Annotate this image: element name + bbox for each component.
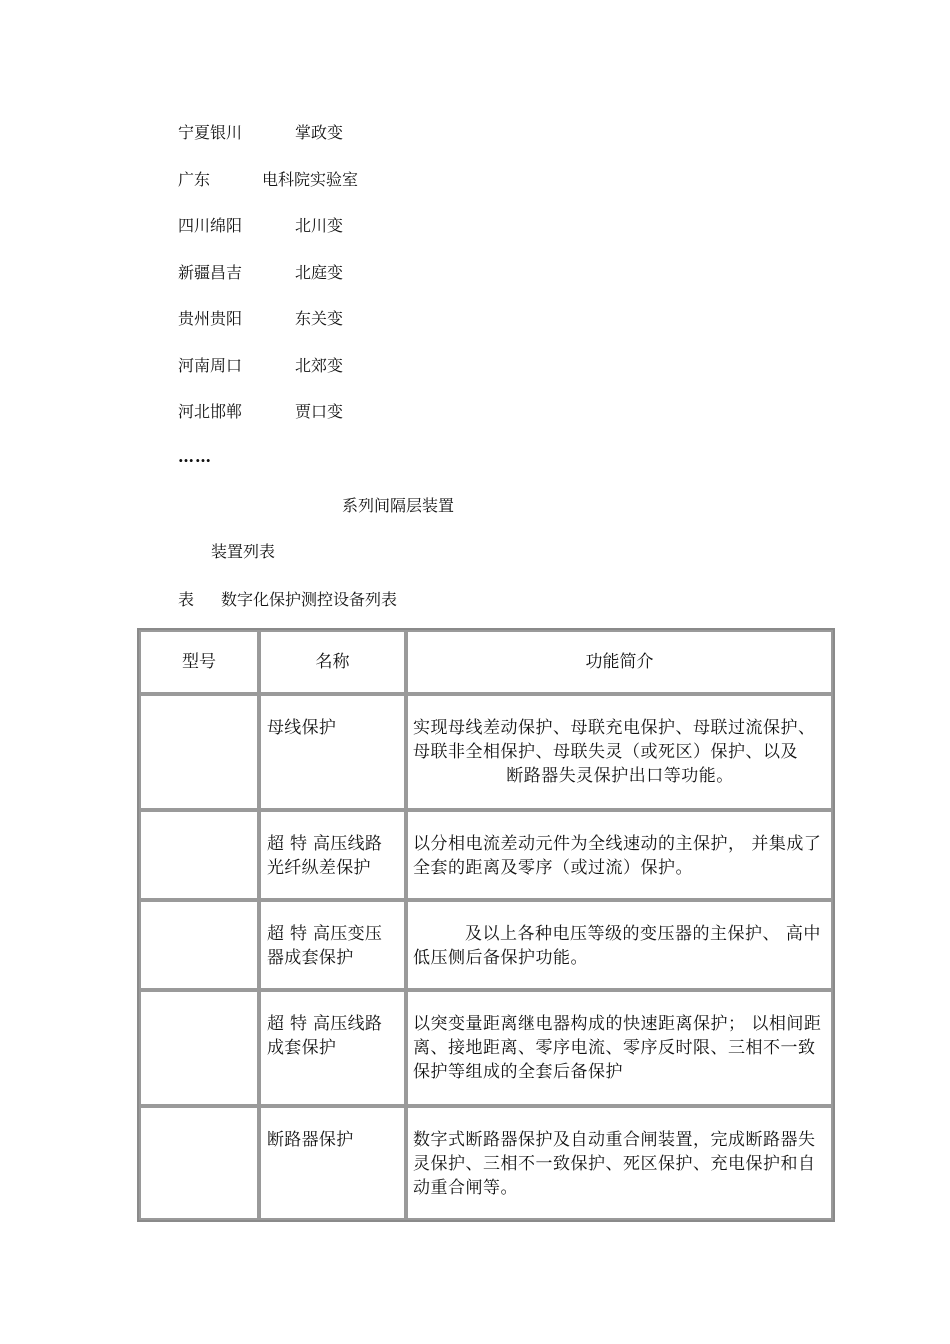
location-region: 河北邯郸	[178, 402, 243, 421]
location-region: 四川绵阳	[178, 216, 243, 235]
cell-desc-main: 实现母线差动保护、母联充电保护、母联过流保护、母联非全相保护、母联失灵（或死区）保护、以及	[413, 718, 816, 762]
table-caption-text: 数字化保护测控设备列表	[221, 590, 398, 609]
table-caption	[178, 589, 397, 611]
table-header-row	[139, 630, 833, 694]
table-row	[139, 694, 833, 810]
cell-desc	[406, 694, 833, 810]
cell-name: 母线保护	[259, 694, 406, 810]
location-station: 北郊变	[295, 356, 344, 375]
location-region: 宁夏银川	[178, 123, 243, 142]
cell-type	[139, 990, 259, 1106]
cell-name: 超 特 高压线路光纤纵差保护	[259, 810, 406, 900]
table-row	[139, 810, 833, 900]
cell-type	[139, 810, 259, 900]
location-station: 贾口变	[295, 402, 344, 421]
location-station: 北川变	[295, 216, 344, 235]
device-list-heading: 装置列表	[211, 542, 276, 561]
location-region: 贵州贵阳	[178, 309, 243, 328]
location-station: 掌政变	[295, 123, 344, 142]
header-type: 型号	[139, 630, 259, 694]
location-station: 东关变	[295, 309, 344, 328]
table-row	[139, 900, 833, 990]
cell-desc: 以突变量距离继电器构成的快速距离保护； 以相间距离、接地距离、零序电流、零序反时限、三相不一致保护等组成的全套后备保护	[406, 990, 833, 1106]
cell-desc: 以分相电流差动元件为全线速动的主保护， 并集成了全套的距离及零序（或过流）保护。	[406, 810, 833, 900]
cell-name: 断路器保护	[259, 1106, 406, 1220]
header-desc: 功能简介	[406, 630, 833, 694]
cell-name: 超 特 高压变压器成套保护	[259, 900, 406, 990]
cell-desc-center: 断路器失灵保护出口等功能。	[506, 766, 734, 786]
header-name: 名称	[259, 630, 406, 694]
cell-type	[139, 1106, 259, 1220]
cell-type	[139, 900, 259, 990]
device-table	[137, 628, 835, 1222]
location-station: 北庭变	[295, 263, 344, 282]
table-row	[139, 990, 833, 1106]
series-title: 系列间隔层装置	[342, 496, 455, 515]
cell-desc: 数字式断路器保护及自动重合闸装置，完成断路器失灵保护、三相不一致保护、死区保护、充电保护和自动重合闸等。	[406, 1106, 833, 1220]
cell-type	[139, 694, 259, 810]
cell-desc	[406, 900, 833, 990]
cell-desc-main: 及以上各种电压等级的变压器的主保护、 高中低压侧后备保护功能。	[413, 924, 821, 968]
location-station: 电科院实验室	[262, 170, 359, 189]
location-region: 广东	[178, 170, 211, 189]
location-region: 新疆昌吉	[178, 263, 243, 282]
table-row	[139, 1106, 833, 1220]
table-caption-prefix: 表	[178, 590, 195, 609]
location-region: 河南周口	[178, 356, 243, 375]
ellipsis-text: ……	[178, 447, 212, 466]
cell-name: 超 特 高压线路成套保护	[259, 990, 406, 1106]
